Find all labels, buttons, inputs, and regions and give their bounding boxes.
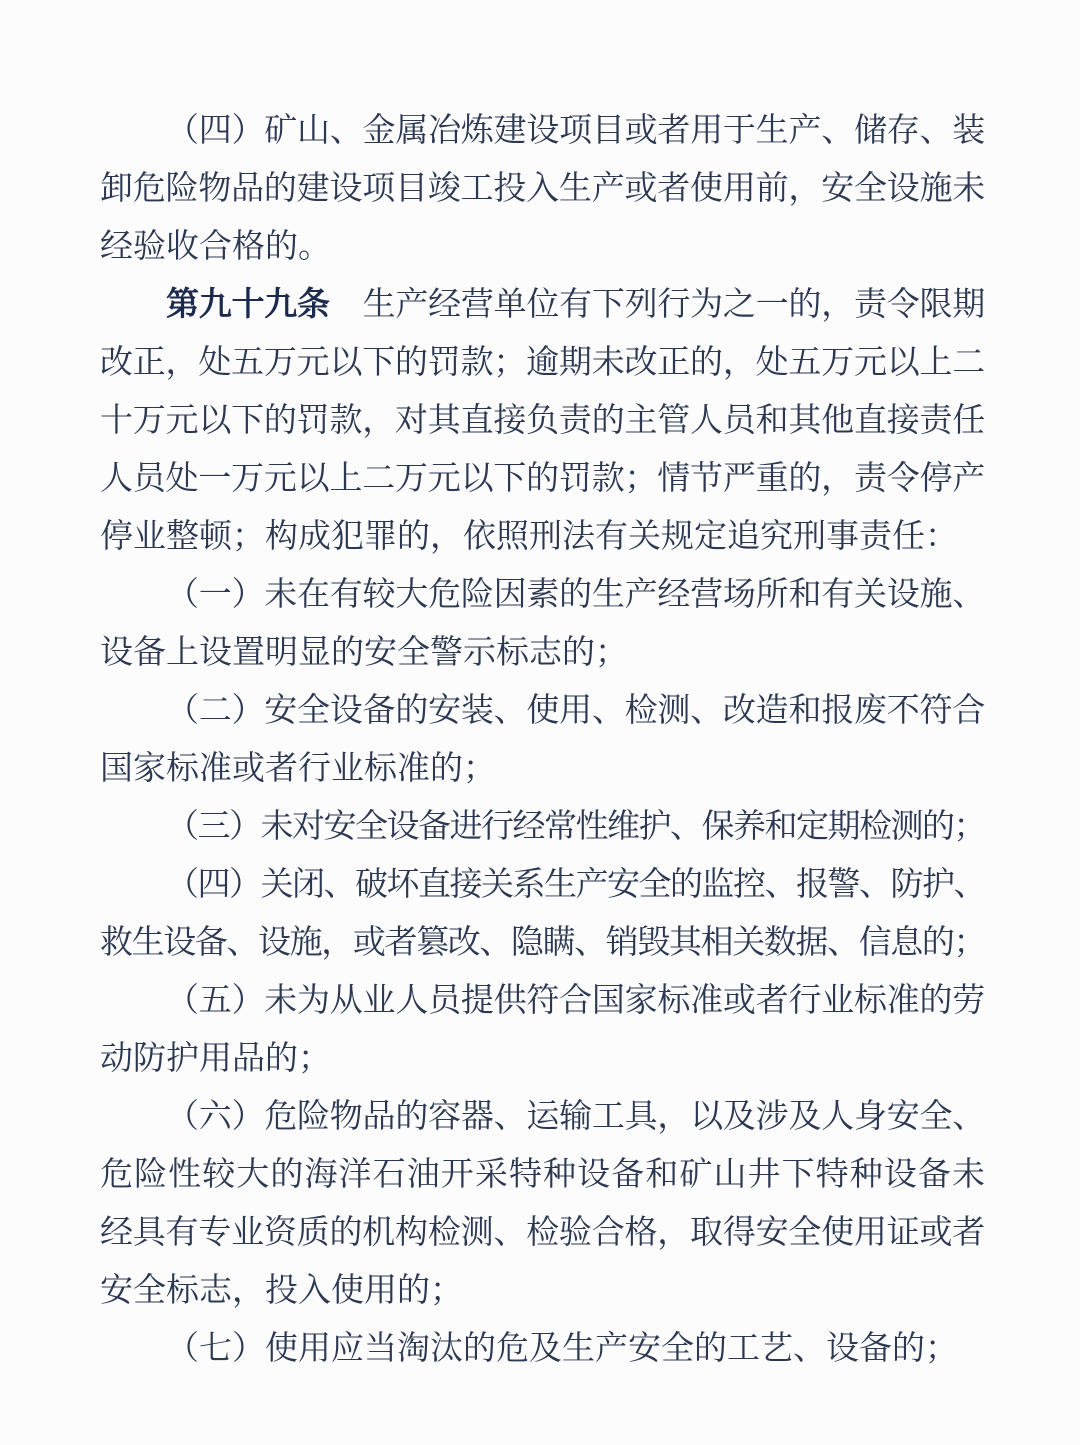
text-line <box>100 914 985 972</box>
text-segment: （四）矿山、金属冶炼建设项目或者用于生产、储存、装 <box>166 113 986 149</box>
text-line <box>100 392 985 450</box>
text-line <box>100 798 985 856</box>
text-segment: 设备上设置明显的安全警示标志的； <box>100 635 628 671</box>
text-segment: （二）安全设备的安装、使用、检测、改造和报废不符合 <box>166 693 986 729</box>
text-segment: 国家标准或者行业标准的； <box>100 751 496 787</box>
text-segment: （三）未对安全设备进行经常性维护、保养和定期检测的； <box>166 809 985 845</box>
text-segment: 经具有专业资质的机构检测、检验合格，取得安全使用证或者 <box>100 1215 986 1251</box>
article-number-bold: 第九十九条 <box>166 287 330 323</box>
text-line <box>100 450 985 508</box>
text-segment: 经验收合格的。 <box>100 229 331 265</box>
text-segment: （四）关闭、破坏直接关系生产安全的监控、报警、防护、 <box>166 867 985 903</box>
text-segment: 安全标志，投入使用的； <box>100 1273 463 1309</box>
text-line <box>100 740 985 798</box>
text-line <box>100 1030 985 1088</box>
text-segment: 生产经营单位有下列行为之一的，责令限期 <box>329 287 986 323</box>
text-line <box>100 160 985 218</box>
text-line <box>100 1320 985 1378</box>
text-line <box>100 1088 985 1146</box>
text-segment: （六）危险物品的容器、运输工具，以及涉及人身安全、 <box>166 1099 986 1135</box>
text-line <box>100 102 985 160</box>
text-line <box>100 218 985 276</box>
text-line <box>100 624 985 682</box>
text-line <box>100 276 985 334</box>
text-line <box>100 1204 985 1262</box>
text-line <box>100 682 985 740</box>
text-segment: 人员处一万元以上二万元以下的罚款；情节严重的，责令停产 <box>100 461 986 497</box>
text-line <box>100 1146 985 1204</box>
text-segment: 动防护用品的； <box>100 1041 331 1077</box>
text-line <box>100 508 985 566</box>
text-segment: 十万元以下的罚款，对其直接负责的主管人员和其他直接责任 <box>100 403 986 439</box>
text-segment: 改正，处五万元以下的罚款；逾期未改正的，处五万元以上二 <box>100 345 986 381</box>
text-segment: 救生设备、设施，或者篡改、隐瞒、销毁其相关数据、信息的； <box>100 925 986 961</box>
text-segment: （五）未为从业人员提供符合国家标准或者行业标准的劳 <box>166 983 986 1019</box>
legal-text-body <box>100 102 985 1378</box>
text-segment: （一）未在有较大危险因素的生产经营场所和有关设施、 <box>166 577 986 613</box>
text-line <box>100 334 985 392</box>
text-segment: 危险性较大的海洋石油开采特种设备和矿山井下特种设备未 <box>100 1157 985 1193</box>
text-segment: 卸危险物品的建设项目竣工投入生产或者使用前，安全设施未 <box>100 171 986 207</box>
text-segment: 停业整顿；构成犯罪的，依照刑法有关规定追究刑事责任： <box>100 519 958 555</box>
text-line <box>100 972 985 1030</box>
text-line <box>100 856 985 914</box>
text-line <box>100 566 985 624</box>
text-segment: （七）使用应当淘汰的危及生产安全的工艺、设备的； <box>166 1331 958 1367</box>
text-line <box>100 1262 985 1320</box>
